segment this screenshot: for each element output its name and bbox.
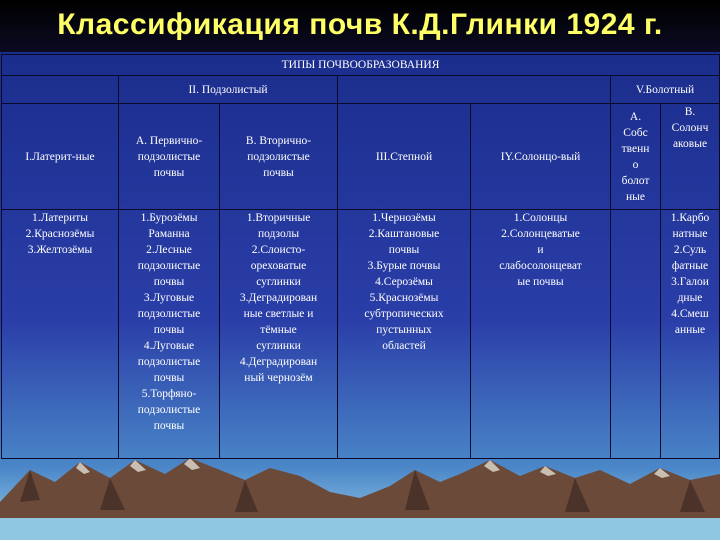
- soil-classification-table: [1, 54, 720, 459]
- col-lateritic: I.Латерит-ные: [2, 104, 119, 210]
- col-primary-podzolic: А. Первично- подзолистые почвы: [119, 104, 220, 210]
- col-solonchak: В. Солонч аковые: [661, 104, 720, 210]
- cell-lateritic-soils: 1.Латериты 2.Краснозёмы 3.Желтозёмы: [2, 210, 119, 459]
- cell-solonchak-soils: 1.Карбо натные 2.Суль фатные 3.Галои дные 4.Смеш анные: [661, 210, 720, 459]
- group-bog: V.Болотный: [611, 76, 720, 104]
- cell-primary-podzolic-soils: 1.Бурозёмы Раманна 2.Лесные подзолистые почвы 3.Луговые подзолистые почвы 4.Луговые подзолистые почвы 5.Торфяно- подзолистые почвы: [119, 210, 220, 459]
- group-podzolic: II. Подзолистый: [119, 76, 338, 104]
- col-bog-proper: А. Собс твенн о болот ные: [611, 104, 661, 210]
- cell-secondary-podzolic-soils: 1.Вторичные подзолы 2.Слоисто- ореховатые суглинки 3.Деградирован ные светлые и тёмные суглинки 4.Деградирован ный чернозём: [220, 210, 338, 459]
- col-steppe: III.Степной: [338, 104, 471, 210]
- cell-solonetz-soils: 1.Солонцы 2.Солонцеватые и слабосолонцеват ые почвы: [471, 210, 611, 459]
- col-solonetz: IY.Солонцо-вый: [471, 104, 611, 210]
- title-bar: [0, 0, 720, 52]
- col-secondary-podzolic: В. Вторично- подзолистые почвы: [220, 104, 338, 210]
- blank-cell: [338, 76, 611, 104]
- table-header: ТИПЫ ПОЧВООБРАЗОВАНИЯ: [2, 55, 720, 76]
- slide-title: Классификация почв К.Д.Глинки 1924 г.: [57, 8, 663, 41]
- blank-cell: [2, 76, 119, 104]
- cell-steppe-soils: 1.Чернозёмы 2.Каштановые почвы 3.Бурые почвы 4.Серозёмы 5.Краснозёмы субтропических пустынных областей: [338, 210, 471, 459]
- cell-bog-proper-soils: [611, 210, 661, 459]
